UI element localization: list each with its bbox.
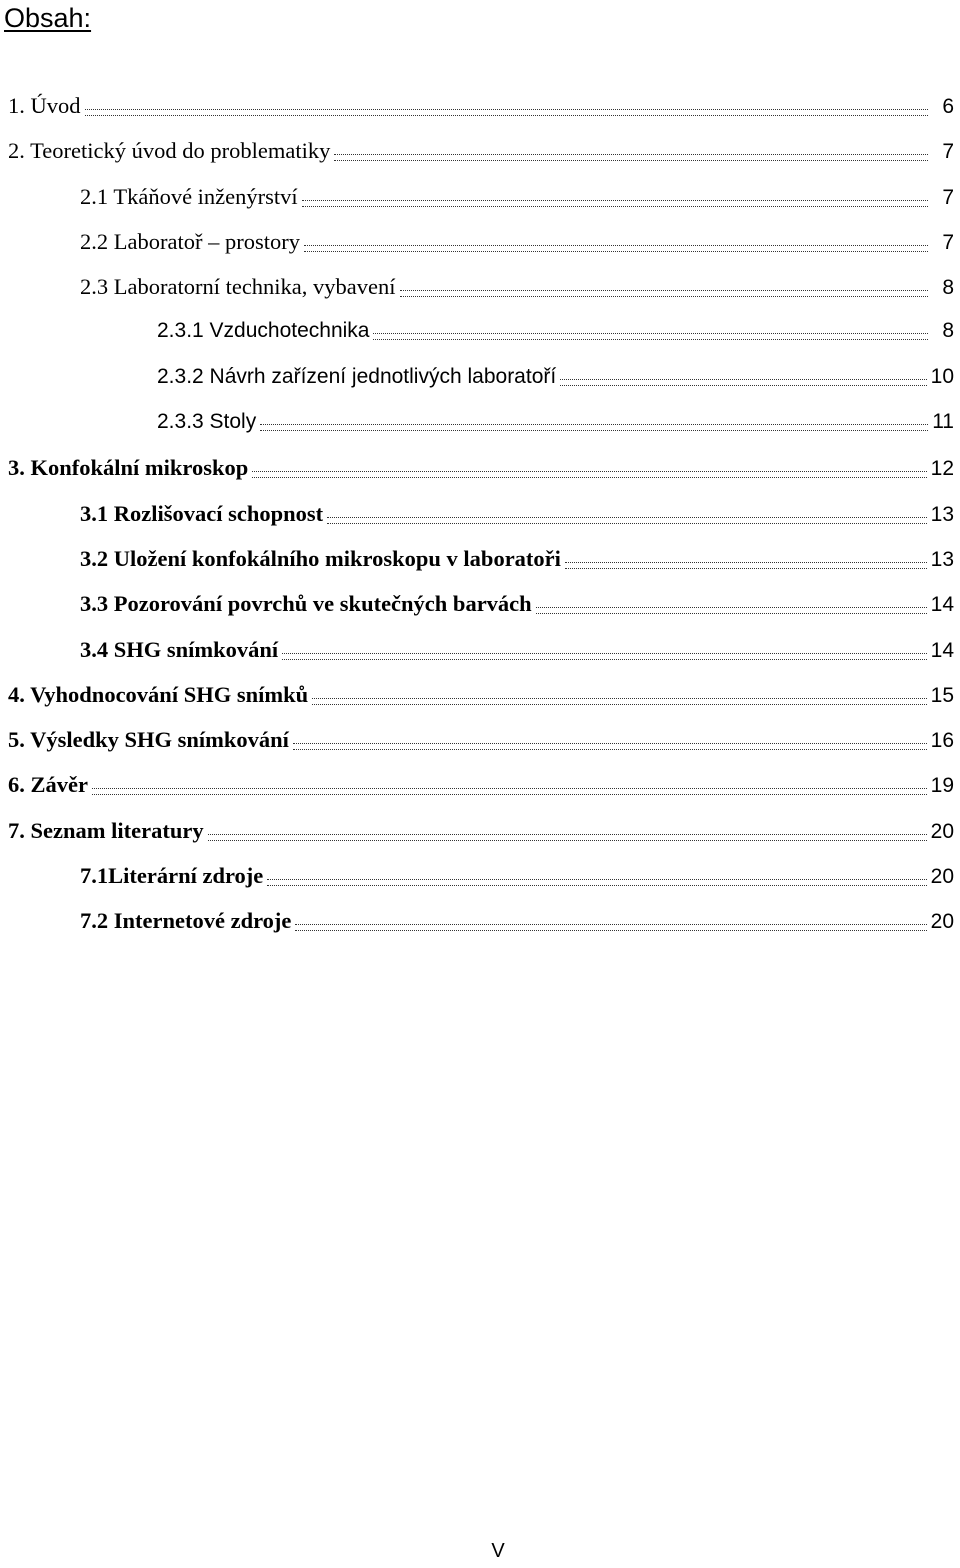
toc-entry-title: 3.3 Pozorování povrchů ve skutečných barvách [80,591,532,617]
dot-leader [252,476,926,478]
toc-entry-page: 20 [930,819,954,843]
toc-entry-page: 15 [930,683,954,707]
toc-entry-internetove-zdroje[interactable] [0,908,960,953]
dot-leader [334,159,928,161]
toc-entry-page: 10 [930,364,954,388]
toc-entry-page: 7 [942,185,954,209]
dot-leader [565,567,927,569]
toc-entry-title: 7.2 Internetové zdroje [80,908,292,934]
toc-entry-laboratorni-technika[interactable] [0,274,960,319]
page-number: V [491,1540,505,1562]
toc-entry-uvod[interactable] [0,93,960,138]
dot-leader [92,793,927,795]
toc-entry-page: 14 [930,638,954,662]
toc-entry-title: 7.1Literární zdroje [80,863,264,889]
toc-entry-rozlisovaci-schopnost[interactable] [0,501,960,546]
dot-leader [293,748,927,750]
toc-entry-ulozeni-mikroskopu[interactable] [0,546,960,591]
dot-leader [295,929,926,931]
dot-leader [536,612,927,614]
toc-entry-title: 2.1 Tkáňové inženýrství [80,183,298,209]
toc-entry-page: 12 [930,457,954,481]
toc-entry-shg-snimkovani[interactable] [0,637,960,682]
toc-entry-title: 6. Závěr [8,772,88,798]
toc-entry-title: 5. Výsledky SHG snímkování [8,727,289,753]
dot-leader [327,522,927,524]
toc-entry-page: 14 [930,593,954,617]
toc-entry-navrh-zarizeni[interactable] [0,365,960,410]
table-of-contents [0,93,960,954]
dot-leader [267,884,926,886]
toc-entry-title: 3.1 Rozlišovací schopnost [80,500,324,526]
toc-entry-pozorovani-povrchu[interactable] [0,591,960,636]
toc-entry-title: 7. Seznam literatury [8,817,204,843]
toc-entry-title: 2.3 Laboratorní technika, vybavení [80,274,396,300]
dot-leader [85,114,929,116]
dot-leader [208,839,927,841]
toc-entry-page: 7 [942,140,954,164]
toc-entry-stoly[interactable] [0,410,960,455]
toc-entry-teoreticky-uvod[interactable] [0,138,960,183]
toc-entry-title: 2.3.1 Vzduchotechnika [157,319,370,343]
toc-entry-page: 8 [942,319,954,343]
toc-entry-title: 3.2 Uložení konfokálního mikroskopu v laboratoři [80,545,561,571]
toc-entry-page: 16 [930,729,954,753]
toc-entry-title: 2.3.2 Návrh zařízení jednotlivých laboratoří [157,364,557,388]
toc-heading: Obsah: [4,3,92,33]
toc-entry-zaver[interactable] [0,772,960,817]
toc-entry-page: 7 [942,230,954,254]
toc-entry-title: 4. Vyhodnocování SHG snímků [8,681,309,707]
toc-entry-title: 3. Konfokální mikroskop [8,455,249,481]
dot-leader [304,250,928,252]
toc-entry-page: 13 [930,502,954,526]
toc-entry-page: 20 [930,910,954,934]
toc-entry-vzduchotechnika[interactable] [0,319,960,364]
toc-entry-title: 2.3.3 Stoly [157,410,257,434]
toc-entry-page: 6 [942,95,954,118]
toc-entry-tkanove-inzenyrstvi[interactable] [0,184,960,229]
toc-entry-konfokalni-mikroskop[interactable] [0,455,960,500]
toc-entry-vysledky-shg[interactable] [0,727,960,772]
toc-entry-vyhodnocovani-shg[interactable] [0,682,960,727]
toc-entry-page: 20 [930,865,954,889]
dot-leader [400,295,928,297]
toc-entry-literarni-zdroje[interactable] [0,863,960,908]
dot-leader [373,338,928,340]
dot-leader [302,205,928,207]
toc-entry-title: 2. Teoretický úvod do problematiky [8,138,331,164]
toc-entry-page: 11 [932,410,954,434]
toc-entry-page: 13 [930,547,954,571]
dot-leader [312,703,927,705]
dot-leader [560,384,926,386]
toc-entry-seznam-literatury[interactable] [0,818,960,863]
toc-entry-page: 19 [930,774,954,798]
toc-entry-title: 1. Úvod [8,93,81,118]
dot-leader [282,658,926,660]
dot-leader [260,429,928,431]
toc-entry-title: 2.2 Laboratoř – prostory [80,228,300,254]
toc-entry-page: 8 [942,276,954,300]
toc-entry-laborator-prostory[interactable] [0,229,960,274]
toc-entry-title: 3.4 SHG snímkování [80,636,279,662]
